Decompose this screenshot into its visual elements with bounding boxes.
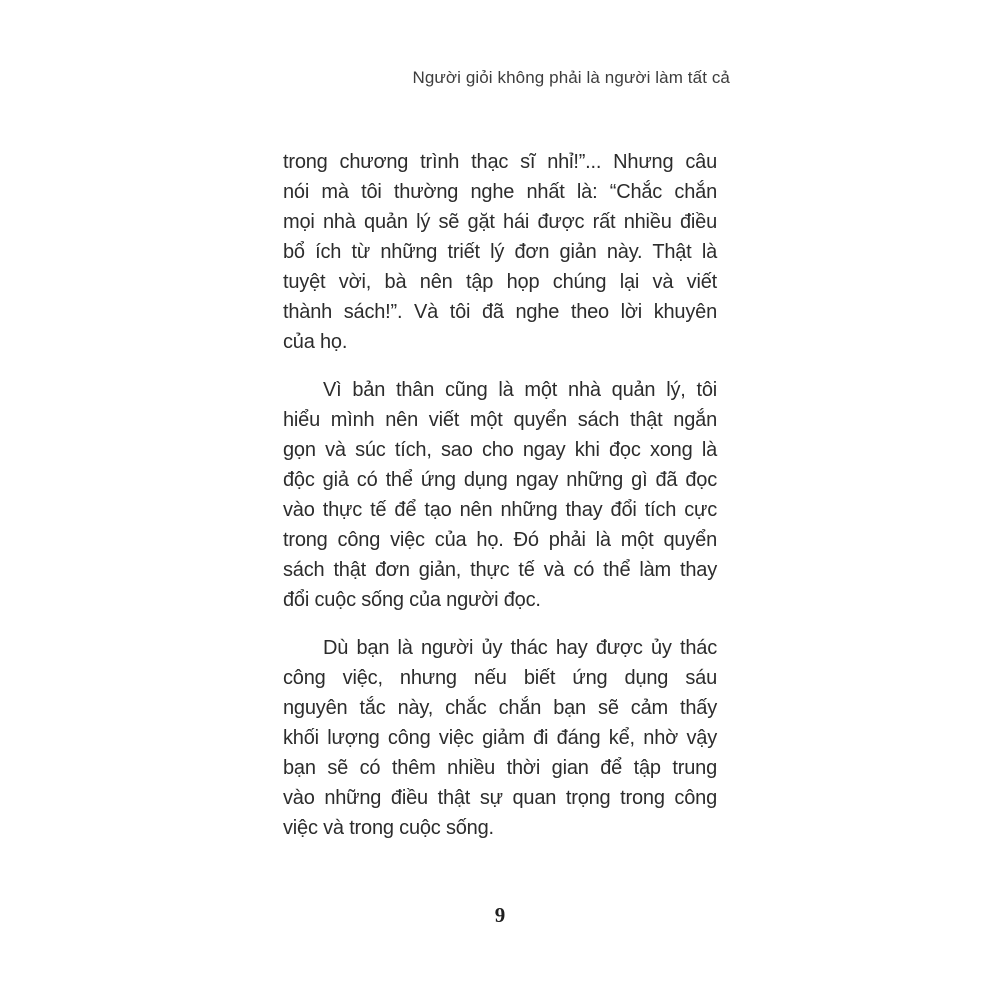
text-line: của họ.: [283, 331, 348, 353]
running-header: Người giỏi không phải là người làm tất cả: [412, 68, 730, 87]
text-line: công việc, nhưng nếu biết ứng dụng sáu: [283, 667, 717, 689]
text-line: bổ ích từ những triết lý đơn giản này. Thật là: [283, 241, 717, 263]
paragraph: [283, 375, 717, 615]
page-number: 9: [494, 903, 506, 927]
paragraph: [283, 633, 717, 843]
text-line: Dù bạn là người ủy thác hay được ủy thác: [323, 637, 717, 659]
text-line: độc giả có thể ứng dụng ngay những gì đã đọc: [283, 469, 717, 491]
text-line: vào thực tế để tạo nên những thay đổi tích cực: [283, 499, 717, 521]
text-line: khối lượng công việc giảm đi đáng kể, nhờ vậy: [283, 727, 717, 749]
text-line: bạn sẽ có thêm nhiều thời gian để tập trung: [283, 757, 717, 779]
text-line: nói mà tôi thường nghe nhất là: “Chắc chắn: [283, 181, 717, 203]
text-line: sách thật đơn giản, thực tế và có thể làm thay: [283, 559, 717, 581]
paragraph: [283, 147, 717, 357]
text-line: trong chương trình thạc sĩ nhỉ!”... Nhưng câu: [283, 151, 717, 173]
text-line: trong công việc của họ. Đó phải là một quyển: [283, 529, 717, 551]
text-line: Vì bản thân cũng là một nhà quản lý, tôi: [323, 379, 717, 401]
text-line: tuyệt vời, bà nên tập họp chúng lại và viết: [283, 271, 717, 293]
body-text: [283, 147, 717, 861]
text-line: việc và trong cuộc sống.: [283, 817, 494, 839]
text-line: gọn và súc tích, sao cho ngay khi đọc xong là: [283, 439, 717, 461]
text-line: nguyên tắc này, chắc chắn bạn sẽ cảm thấy: [283, 697, 717, 719]
text-line: thành sách!”. Và tôi đã nghe theo lời khuyên: [283, 301, 717, 323]
text-line: đổi cuộc sống của người đọc.: [283, 589, 541, 611]
text-line: vào những điều thật sự quan trọng trong công: [283, 787, 717, 809]
text-line: hiểu mình nên viết một quyển sách thật ngắn: [283, 409, 717, 431]
text-line: mọi nhà quản lý sẽ gặt hái được rất nhiều điều: [283, 211, 717, 233]
